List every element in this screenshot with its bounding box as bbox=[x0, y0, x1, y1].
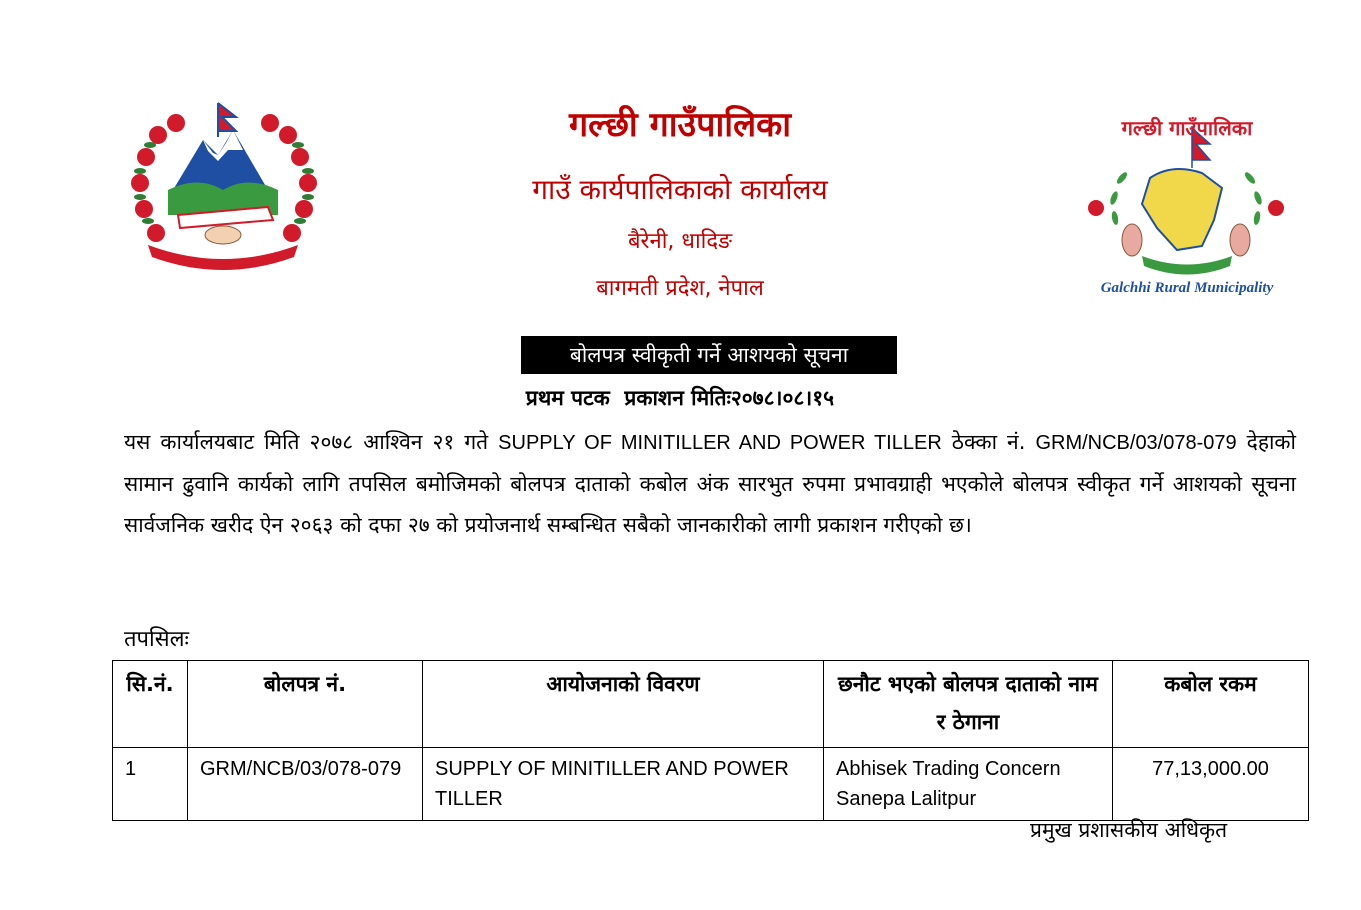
paragraph-segment: ठेक्का नं. bbox=[941, 430, 1036, 454]
bid-table bbox=[112, 660, 1309, 821]
notice-title: बोलपत्र स्वीकृती गर्ने आशयको सूचना bbox=[521, 336, 897, 374]
cell-bid-number: GRM/NCB/03/078-079 bbox=[188, 748, 423, 821]
table-row bbox=[113, 748, 1309, 821]
emblem-motto-text: जननी जन्मभूमिश्च स्वर्गादपि गरीयसी bbox=[181, 247, 275, 255]
galchhi-municipality-logo bbox=[1082, 108, 1292, 308]
column-header-selected-bidder: छनौट भएको बोलपत्र दाताको नाम र ठेगाना bbox=[824, 661, 1113, 748]
column-header-bid-amount: कबोल रकम bbox=[1113, 661, 1309, 748]
publication-line: प्रथम पटक प्रकाशन मितिः२०७८।०८।१५ bbox=[525, 386, 835, 410]
cell-serial: 1 bbox=[113, 748, 188, 821]
cell-project-description: SUPPLY OF MINITILLER AND POWER TILLER bbox=[423, 748, 824, 821]
table-header-row bbox=[113, 661, 1309, 748]
column-header-serial: सि.नं. bbox=[113, 661, 188, 748]
office-location: बैरेनी, धादिङ bbox=[627, 229, 733, 254]
signatory-title: प्रमुख प्रशासकीय अधिकृत bbox=[1030, 818, 1228, 842]
paragraph-segment: यस कार्यालयबाट मिति २०७८ आश्विन २१ गते bbox=[124, 430, 499, 454]
column-header-project-description: आयोजनाको विवरण bbox=[423, 661, 824, 748]
logo-bottom-caption: Galchhi Rural Municipality bbox=[1100, 280, 1274, 296]
cell-bidder-name-address: Abhisek Trading Concern Sanepa Lalitpur bbox=[824, 748, 1113, 821]
column-header-bid-number: बोलपत्र नं. bbox=[188, 661, 423, 748]
notice-body-paragraph bbox=[124, 422, 1296, 546]
paragraph-segment: SUPPLY OF MINITILLER AND POWER TILLER bbox=[498, 432, 942, 454]
schedule-label: तपसिलः bbox=[124, 627, 189, 652]
paragraph-segment: GRM/NCB/03/078-079 bbox=[1035, 432, 1237, 454]
paragraph-segment: देहाको सामान ढुवानि कार्यको लागि तपसिल बमोजिमको बोलपत्र दाताको कबोल अंक सारभुत रुपमा प्रभावग्राही भएकोले बोलपत्र स्वीकृत गर्ने आशयको सूचना सार्वजनिक खरीद ऐन २०६३ को दफा २७ को प्रयोजनार्थ सम्बन्धित सबैको जानकारीको लागी प्रकाशन गरीएको छ। bbox=[124, 430, 1296, 537]
nepal-emblem-logo bbox=[118, 95, 338, 275]
office-name: गाउँ कार्यपालिकाको कार्यालय bbox=[532, 173, 828, 206]
province-name: बागमती प्रदेश, नेपाल bbox=[596, 276, 764, 301]
logo-top-text: गल्छी गाउँपालिका bbox=[1121, 116, 1253, 140]
municipality-name: गल्छी गाउँपालिका bbox=[568, 105, 792, 145]
cell-bid-amount: 77,13,000.00 bbox=[1113, 748, 1309, 821]
